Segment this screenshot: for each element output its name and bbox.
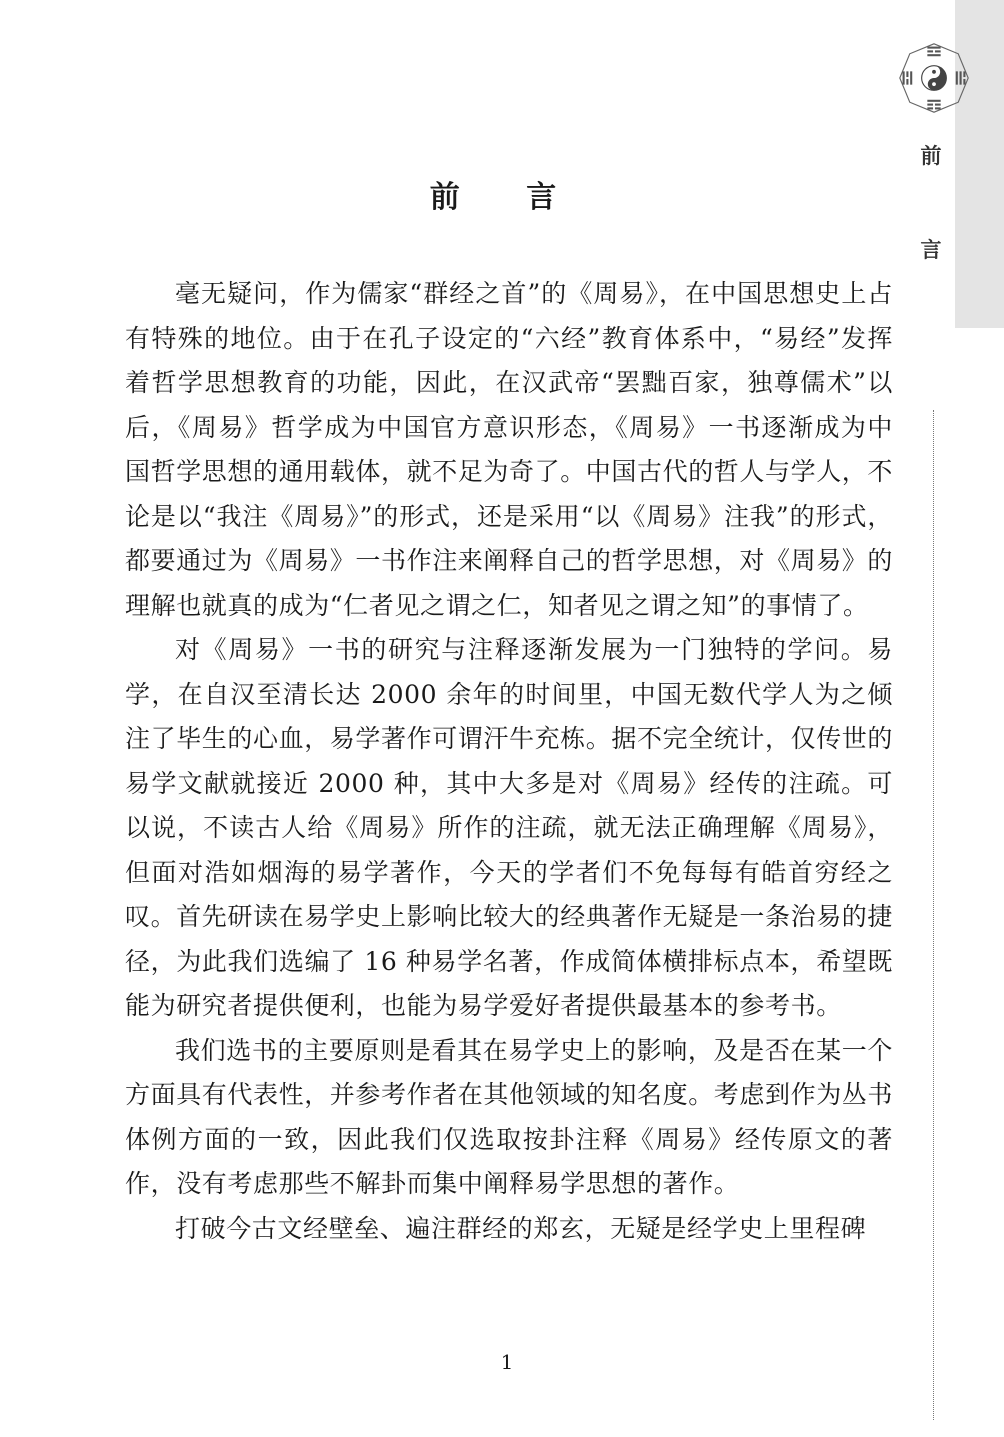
body-text bbox=[125, 272, 893, 1251]
page-number: 1 bbox=[500, 1350, 514, 1374]
paragraph: 我们选书的主要原则是看其在易学史上的影响，及是否在某一个方面具有代表性，并参考作者在其他领域的知名度。考虑到作为丛书体例方面的一致，因此我们仅选取按卦注释《周易》经传原文的著作，没有考虑那些不解卦而集中阐释易学思想的著作。 bbox=[125, 1035, 894, 1198]
side-title-char: 言 bbox=[920, 237, 942, 262]
paragraph: 打破今古文经壁垒、遍注群经的郑玄，无疑是经学史上里程碑 bbox=[175, 1213, 867, 1243]
bagua-yin-yang-icon bbox=[896, 40, 972, 116]
page-title: 前 言 bbox=[429, 180, 585, 215]
paragraph: 毫无疑问，作为儒家“群经之首”的《周易》，在中国思想史上占有特殊的地位。由于在孔子设定的“六经”教育体系中，“易经”发挥着哲学思想教育的功能，因此，在汉武帝“罢黜百家，独尊儒术”以后，《周易》哲学成为中国官方意识形态，《周易》一书逐渐成为中国哲学思想的通用载体，就不足为奇了。中国古代的哲人与学人，不论是以“我注《周易》”的形式，还是采用“以《周易》注我”的形式，都要通过为《周易》一书作注来阐释自己的哲学思想，对《周易》的理解也就真的成为“仁者见之谓之仁，知者见之谓之知”的事情了。 bbox=[125, 279, 894, 620]
paragraph: 对《周易》一书的研究与注释逐渐发展为一门独特的学问。易学，在自汉至清长达 2000 余年的时间里，中国无数代学人为之倾注了毕生的心血，易学著作可谓汗牛充栋。据不完全统计，仅传世的易学文献就接近 2000 种，其中大多是对《周易》经传的注疏。可以说，不读古人给《周易》所作的注疏，就无法正确理解《周易》，但面对浩如烟海的易学著作，今天的学者们不免每每有皓首穷经之叹。首先研读在易学史上影响比较大的经典著作无疑是一条治易的捷径，为此我们选编了 16 种易学名著，作成简体横排标点本，希望既能为研究者提供便利，也能为易学爱好者提供最基本的参考书。 bbox=[125, 635, 894, 1020]
side-title-char: 前 bbox=[920, 143, 942, 168]
dotted-margin-rule bbox=[933, 410, 934, 1420]
